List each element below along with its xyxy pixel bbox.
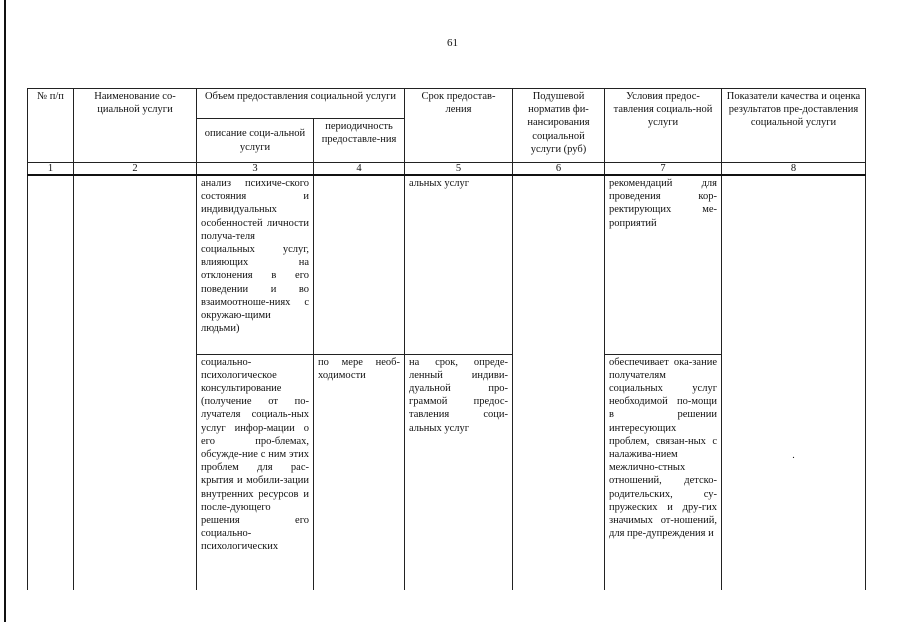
colnum-8: 8	[722, 163, 866, 176]
header-volume-group: Объем предоставления социальной услуги	[197, 89, 405, 119]
header-description: описание соци-альной услуги	[197, 119, 314, 163]
table-row	[28, 175, 866, 354]
header-number: № п/п	[28, 89, 74, 163]
colnum-3: 3	[197, 163, 314, 176]
header-quality: Показатели качества и оценка результатов пре-доставления социальной услуги	[722, 89, 866, 163]
colnum-1: 1	[28, 163, 74, 176]
column-numbers-row	[28, 163, 866, 176]
header-periodicity: периодичность предоставле-ния	[314, 119, 405, 163]
header-conditions: Условия предос-тавления социаль-ной услуги	[605, 89, 722, 163]
colnum-2: 2	[74, 163, 197, 176]
header-term: Срок предостав-ления	[405, 89, 513, 163]
cell-description: социально-психологическое консультирование (получение от по-лучателя социаль-ных услуг инфор-мации о его про-блемах, обсужде-ние с ним этих проблем для рас-крытия и мобили-зации внутренних ресурсов и после-дующего решения его социально-психологических	[197, 354, 314, 590]
header-row-1	[28, 89, 866, 119]
cell-term: альных услуг	[405, 175, 513, 354]
cell-periodicity: по мере необ-ходимости	[314, 354, 405, 590]
header-funding-norm: Подушевой норматив фи-нансирования социальной услуги (руб)	[513, 89, 605, 163]
colnum-6: 6	[513, 163, 605, 176]
colnum-4: 4	[314, 163, 405, 176]
cell-periodicity	[314, 175, 405, 354]
left-margin-rule	[4, 0, 6, 622]
cell-conditions: рекомендаций для проведения кор-ректирующих ме-роприятий	[605, 175, 722, 354]
quality-mark: ·	[791, 453, 796, 464]
colnum-5: 5	[405, 163, 513, 176]
page-number: 61	[447, 37, 458, 49]
header-service-name: Наименование со-циальной услуги	[74, 89, 197, 163]
cell-description: анализ психиче-ского состояния и индивидуальных особенностей личности получа-теля социальных услуг, влияющих на отклонения в его поведении и во взаимоотноше-ниях с окружаю-щими людьми)	[197, 175, 314, 354]
cell-number	[28, 175, 74, 590]
cell-service-name	[74, 175, 197, 590]
cell-term: на срок, опреде-ленный индиви-дуальной про-граммой предос-тавления соци-альных услуг	[405, 354, 513, 590]
cell-quality	[722, 175, 866, 590]
social-services-table	[27, 88, 866, 590]
colnum-7: 7	[605, 163, 722, 176]
cell-conditions: обеспечивает ока-зание получателям социальных услуг необходимой по-мощи в решении интересующих проблем, связан-ных с налажива-нием межлично-стных отношений, детско-родительских, су-пружеских и дру-гих значимых от-ношений, для пре-дупреждения и	[605, 354, 722, 590]
cell-funding-norm	[513, 175, 605, 590]
